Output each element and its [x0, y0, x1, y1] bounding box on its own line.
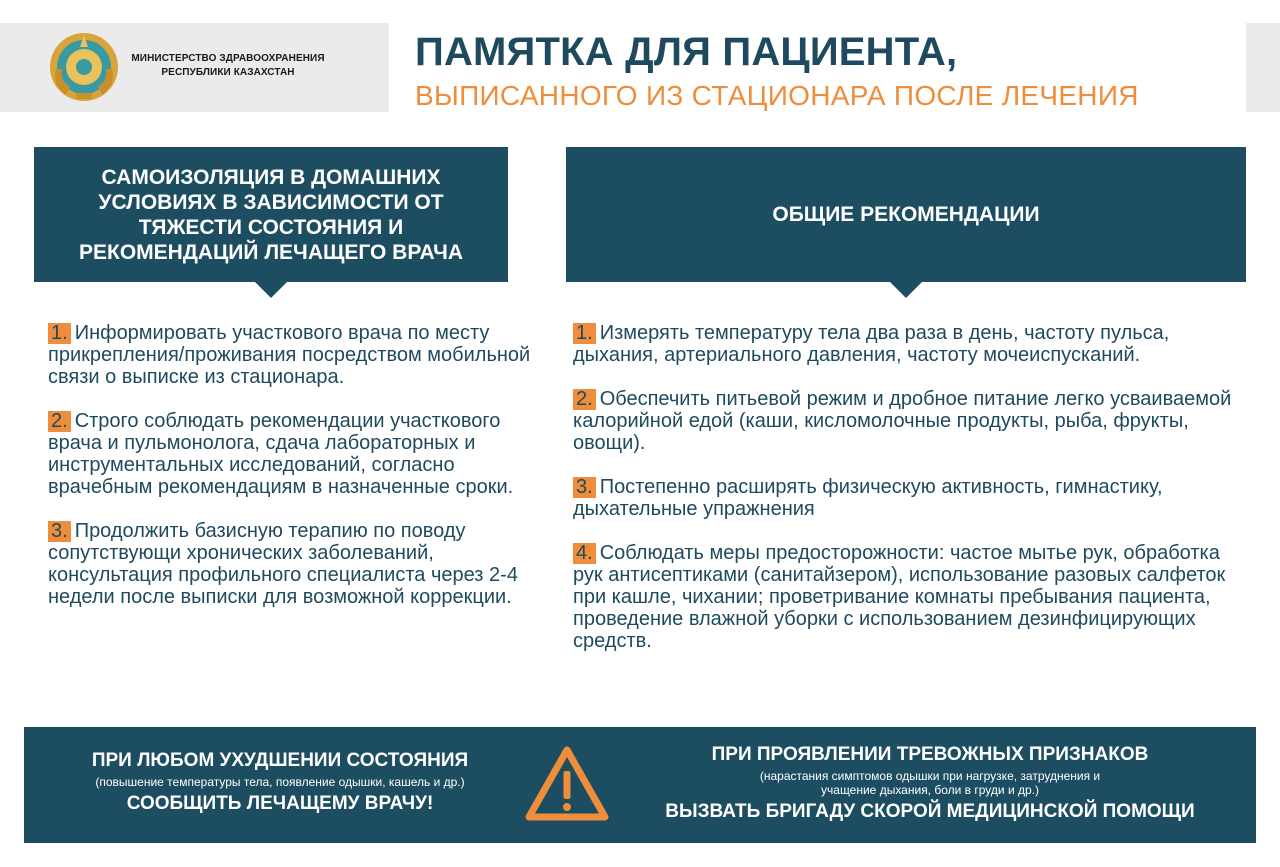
item-number: 4.: [573, 543, 596, 564]
ministry-line-2: РЕСПУБЛИКИ КАЗАХСТАН: [161, 67, 295, 78]
warning-triangle-icon: [524, 745, 610, 823]
list-item: [573, 476, 1233, 520]
item-text: Информировать участкового врача по месту прикрепления/проживания посредством мобильной связи о выписке из стационара.: [48, 322, 531, 388]
ministry-name: [128, 52, 328, 80]
footer-right-note: [630, 769, 1230, 797]
footer-right-note-line-2: учащение дыхания, боли в груди и др.): [821, 783, 1039, 797]
list-item: [48, 410, 548, 498]
ministry-line-1: МИНИСТЕРСТВО ЗДРАВООХРАНЕНИЯ: [131, 53, 325, 64]
footer-right-title: ПРИ ПРОЯВЛЕНИИ ТРЕВОЖНЫХ ПРИЗНАКОВ: [711, 744, 1149, 765]
page-title: ПАМЯТКА ДЛЯ ПАЦИЕНТА,: [415, 30, 958, 74]
footer-alert-bar: [24, 727, 1256, 843]
left-recommendation-list: [48, 322, 548, 630]
footer-right-action: ВЫЗВАТЬ БРИГАДУ СКОРОЙ МЕДИЦИНСКОЙ ПОМОЩИ: [665, 801, 1195, 822]
item-number: 2.: [48, 411, 71, 432]
list-item: [573, 322, 1233, 366]
footer-left-block: [44, 749, 516, 816]
right-recommendation-list: [573, 322, 1233, 674]
item-text: Обеспечить питьевой режим и дробное питание легко усваиваемой калорийной едой (каши, кисломолочные продукты, рыба, фрукты, овощи).: [573, 388, 1232, 454]
item-text: Постепенно расширять физическую активность, гимнастику, дыхательные упражнения: [573, 476, 1163, 520]
list-item: [573, 388, 1233, 454]
item-number: 3.: [573, 477, 596, 498]
item-text: Строго соблюдать рекомендации участкового врача и пульмонолога, сдача лабораторных и инструментальных исследований, согласно врачебным рекомендациям в назначенные сроки.: [48, 410, 514, 498]
item-number: 2.: [573, 389, 596, 410]
page-subtitle: ВЫПИСАННОГО ИЗ СТАЦИОНАРА ПОСЛЕ ЛЕЧЕНИЯ: [415, 80, 1139, 111]
item-number: 3.: [48, 521, 71, 542]
item-text: Продолжить базисную терапию по поводу сопутствующи хронических заболеваний, консультация профильного специалиста через 2-4 недели после выписки для возможной коррекции.: [48, 520, 518, 608]
list-item: [573, 542, 1233, 652]
footer-right-note-line-1: (нарастания симптомов одышки при нагрузке, затруднения и: [759, 769, 1101, 783]
footer-left-action: СООБЩИТЬ ЛЕЧАЩЕМУ ВРАЧУ!: [126, 793, 434, 814]
list-item: [48, 322, 548, 388]
item-number: 1.: [573, 323, 596, 344]
item-text: Соблюдать меры предосторожности: частое мытье рук, обработка рук антисептиками (санитайзером), использование разовых салфеток при кашле, чихании; проветривание комнаты пребывания пациента, проведение влажной уборки с использованием дезинфицирующих средств.: [573, 542, 1226, 652]
footer-left-note: (повышение температуры тела, появление одышки, кашель и др.): [95, 775, 465, 789]
item-number: 1.: [48, 323, 71, 344]
state-emblem-icon: [48, 31, 120, 103]
footer-left-title: ПРИ ЛЮБОМ УХУДШЕНИИ СОСТОЯНИЯ: [91, 750, 469, 771]
item-text: Измерять температуру тела два раза в день, частоту пульса, дыхания, артериального давления, частоту мочеиспусканий.: [573, 322, 1170, 366]
left-column-heading: САМОИЗОЛЯЦИЯ В ДОМАШНИХ УСЛОВИЯХ В ЗАВИСИМОСТИ ОТ ТЯЖЕСТИ СОСТОЯНИЯ И РЕКОМЕНДАЦИЙ ЛЕЧАЩЕГО ВРАЧА: [34, 147, 508, 282]
header-logo-panel: [0, 23, 389, 112]
footer-right-block: [630, 743, 1230, 824]
header-accent-bar: [1246, 23, 1280, 112]
list-item: [48, 520, 548, 608]
right-column-heading: ОБЩИЕ РЕКОМЕНДАЦИИ: [566, 147, 1246, 282]
